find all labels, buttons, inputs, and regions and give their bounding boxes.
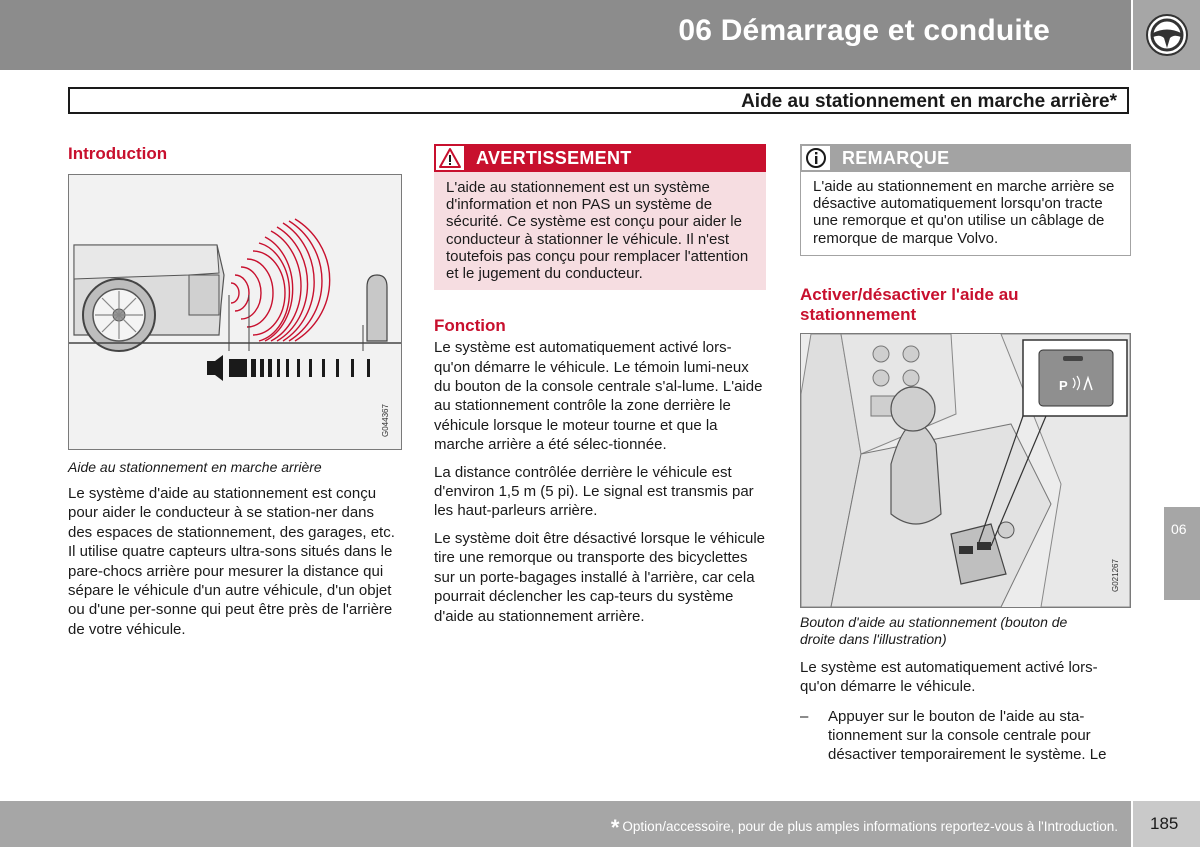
introduction-paragraph: Le système d'aide au stationnement est conçu pour aider le conducteur à se station-ner dans des espaces de stationnement, des garages, etc. Il utilise quatre capteurs ultra-sons situés dans le pare-chocs arrière pour mesurer la distance qui sépare le véhicule d'un autre véhicule, d'un objet ou d'une per-sonne qui peut être près de l'arrière de votre véhicule. bbox=[68, 485, 395, 638]
parking-sensor-illustration bbox=[68, 174, 402, 450]
note-text: L'aide au stationnement en marche arrière se désactive automatiquement lorsqu'on tracte une remorque et qu'on utilise un câblage de remorque de marque Volvo. bbox=[813, 178, 1115, 247]
steering-wheel-icon bbox=[1144, 12, 1190, 58]
column-introduction bbox=[68, 140, 402, 639]
note-header bbox=[800, 144, 1131, 172]
activate-heading: Activer/désactiver l'aide au stationnement bbox=[800, 284, 1019, 324]
center-console-image bbox=[801, 334, 1130, 607]
info-icon bbox=[802, 146, 830, 170]
warning-text: L'aide au stationnement est un système d'information et non PAS un système de sécurité. Ce système est conçu pour aider le conducteur à stationner le véhicule. Il n'est toutefois pas conçu pour remplacer l'attention et le jugement du conducteur. bbox=[446, 179, 749, 283]
figure-code: G044367 bbox=[381, 404, 390, 437]
footnote bbox=[611, 815, 1118, 841]
footer-bar bbox=[0, 801, 1131, 847]
note-box bbox=[800, 144, 1131, 256]
svg-text:P: P bbox=[1059, 377, 1068, 393]
footnote-star: * bbox=[610, 815, 620, 840]
page-number-box bbox=[1133, 801, 1200, 847]
footnote-text: Option/accessoire, pour de plus amples informations reportez-vous à l'Introduction. bbox=[622, 819, 1118, 834]
warning-header bbox=[434, 144, 766, 172]
column-activate bbox=[800, 144, 1131, 765]
header-bar bbox=[0, 0, 1131, 70]
activate-paragraph: Le système est automatiquement activé lors-qu'on démarre le véhicule. bbox=[800, 658, 1098, 696]
warning-body bbox=[434, 172, 766, 290]
dash-bullet: – bbox=[800, 707, 809, 725]
warning-title: AVERTISSEMENT bbox=[476, 147, 632, 168]
chapter-title: 06 Démarrage et conduite bbox=[678, 14, 1050, 47]
warning-box bbox=[434, 144, 766, 290]
figure-caption: Aide au stationnement en marche arrière bbox=[68, 459, 322, 475]
console-button-illustration bbox=[800, 333, 1131, 608]
list-item-text: Appuyer sur le bouton de l'aide au sta-tionnement sur la console centrale pour désactiver temporairement le système. Le bbox=[828, 707, 1107, 764]
side-tab-label: 06 bbox=[1171, 521, 1187, 537]
warning-triangle-icon bbox=[436, 146, 464, 170]
chapter-side-tab bbox=[1164, 507, 1200, 600]
list-item bbox=[800, 707, 1131, 765]
car-sensor-waves-image bbox=[69, 175, 401, 449]
figure-caption: Bouton d'aide au stationnement (bouton de droite dans l'illustration) bbox=[800, 613, 1068, 647]
note-title: REMARQUE bbox=[842, 147, 950, 168]
section-title: Aide au stationnement en marche arrière* bbox=[741, 91, 1117, 112]
chapter-icon-box bbox=[1133, 0, 1200, 70]
page-number: 185 bbox=[1150, 814, 1179, 833]
function-paragraph-3: Le système doit être désactivé lorsque le véhicule tire une remorque ou transporte des bicyclettes sur un porte-bagages installé à l'arrière, car cela pourrait déclencher les cap-teurs du système d'aide au stationnement arrière. bbox=[434, 529, 766, 625]
introduction-heading: Introduction bbox=[68, 144, 168, 163]
function-paragraph-2: La distance contrôlée derrière le véhicule est d'environ 1,5 m (5 pi). Le signal est transmis par les haut-parleurs arrière. bbox=[434, 463, 754, 520]
function-heading: Fonction bbox=[434, 316, 506, 336]
section-title-box bbox=[68, 87, 1129, 114]
function-paragraph-1: Le système est automatiquement activé lors-qu'on démarre le véhicule. Le témoin lumi-neux du bouton de la console centrale s'al-lume. L'aide au stationnement contrôle la zone derrière le véhicule lorsque le moteur tourne et que la marche arrière a été sélec-tionnée. bbox=[434, 339, 763, 454]
column-function bbox=[434, 144, 766, 626]
figure-code: G021267 bbox=[1111, 558, 1120, 592]
note-body bbox=[800, 172, 1131, 256]
